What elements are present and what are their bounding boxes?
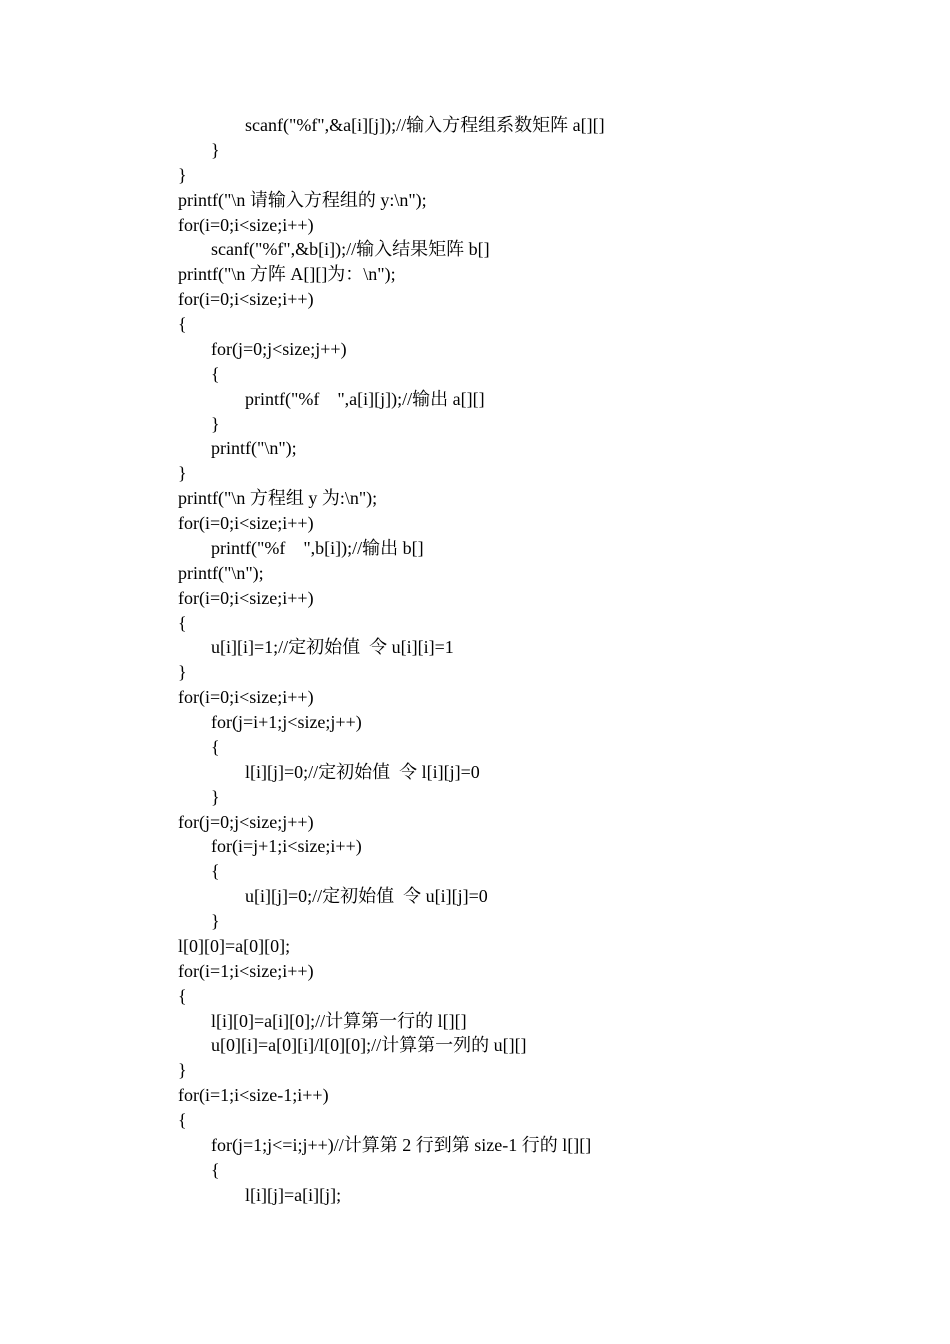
code-line: { bbox=[211, 1159, 220, 1180]
code-line: printf("\n"); bbox=[211, 438, 297, 459]
code-line: for(j=i+1;j<size;j++) bbox=[211, 712, 362, 732]
code-line: { bbox=[178, 1110, 187, 1130]
code-line: printf("\n 请输入方程组的 y:\n"); bbox=[178, 189, 427, 210]
code-line: u[i][j]=0;//定初始值 令 u[i][j]=0 bbox=[245, 886, 488, 907]
code-line: { bbox=[178, 612, 187, 633]
code-line: for(i=0;i<size;i++) bbox=[178, 687, 314, 708]
code-line: { bbox=[211, 363, 220, 384]
code-line: for(i=0;i<size;i++) bbox=[178, 289, 314, 310]
code-line: for(i=1;i<size;i++) bbox=[178, 960, 314, 981]
code-line: } bbox=[178, 463, 187, 484]
code-line: { bbox=[211, 861, 220, 882]
code-line: } bbox=[211, 911, 220, 931]
code-line: l[i][0]=a[i][0];//计算第一行的 l[][] bbox=[211, 1010, 467, 1031]
code-line: for(j=0;j<size;j++) bbox=[211, 338, 347, 359]
code-line: printf("\n 方阵 A[][]为：\n"); bbox=[178, 264, 396, 285]
code-line: { bbox=[211, 736, 220, 757]
code-line: for(i=j+1;i<size;i++) bbox=[211, 836, 362, 857]
code-line: l[i][j]=0;//定初始值 令 l[i][j]=0 bbox=[245, 761, 480, 782]
code-line: scanf("%f",&b[i]);//输入结果矩阵 b[] bbox=[211, 239, 490, 260]
code-line: printf("%f ",a[i][j]);//输出 a[][] bbox=[245, 388, 485, 409]
code-line: printf("\n"); bbox=[178, 562, 264, 583]
code-line: for(i=1;i<size-1;i++) bbox=[178, 1085, 329, 1106]
code-block bbox=[178, 113, 605, 1208]
code-line: printf("\n 方程组 y 为:\n"); bbox=[178, 488, 378, 509]
code-line: for(i=0;i<size;i++) bbox=[178, 214, 314, 235]
code-line: scanf("%f",&a[i][j]);//输入方程组系数矩阵 a[][] bbox=[245, 115, 605, 135]
code-line: { bbox=[178, 985, 187, 1006]
code-line: for(i=0;i<size;i++) bbox=[178, 513, 314, 533]
code-line: } bbox=[211, 139, 220, 160]
code-line: } bbox=[211, 413, 220, 434]
code-line: printf("%f ",b[i]);//输出 b[] bbox=[211, 537, 424, 558]
code-line: for(j=0;j<size;j++) bbox=[178, 811, 314, 832]
code-line: for(i=0;i<size;i++) bbox=[178, 587, 314, 608]
code-line: for(j=1;j<=i;j++)//计算第 2 行到第 size-1 行的 l[][] bbox=[211, 1134, 592, 1155]
code-line: u[0][i]=a[0][i]/l[0][0];//计算第一列的 u[][] bbox=[211, 1035, 527, 1056]
code-line: l[0][0]=a[0][0]; bbox=[178, 935, 291, 956]
code-line: } bbox=[178, 164, 187, 185]
code-line: l[i][j]=a[i][j]; bbox=[245, 1184, 342, 1205]
code-line: u[i][i]=1;//定初始值 令 u[i][i]=1 bbox=[211, 637, 454, 658]
code-line: { bbox=[178, 314, 187, 334]
code-line: } bbox=[178, 662, 187, 683]
code-line: } bbox=[178, 1060, 187, 1081]
code-line: } bbox=[211, 786, 220, 807]
